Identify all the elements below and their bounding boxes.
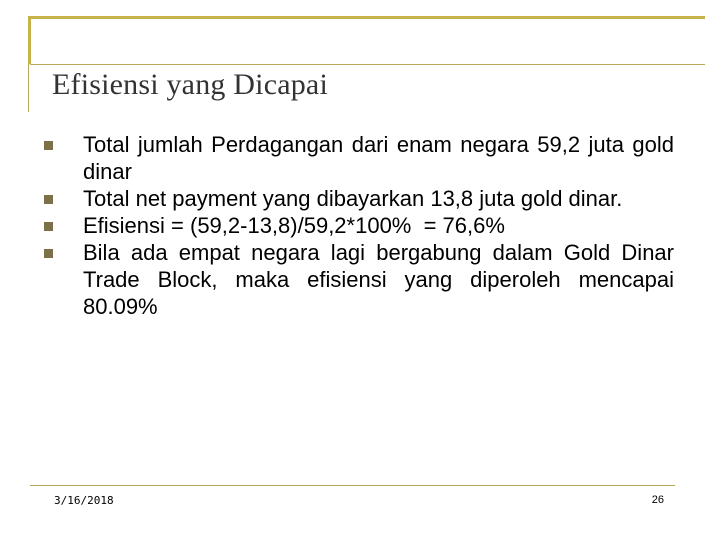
title-underline	[30, 64, 705, 65]
square-bullet-icon	[44, 249, 53, 258]
bullet-item	[44, 239, 674, 320]
bullet-text: Total net payment yang dibayarkan 13,8 juta gold dinar.	[83, 186, 623, 211]
bullet-item	[44, 185, 674, 212]
bullet-item	[44, 212, 674, 239]
bullet-text: Total jumlah Perdagangan dari enam negara 59,2 juta gold dinar	[83, 132, 674, 184]
bullet-item	[44, 131, 674, 185]
frame-top-line	[30, 16, 705, 19]
footer-rule	[30, 485, 675, 486]
title-left-line	[28, 64, 29, 112]
bullet-text: Bila ada empat negara lagi bergabung dalam Gold Dinar Trade Block, maka efisiensi yang diperoleh mencapai 80.09%	[83, 240, 674, 319]
frame-left-line	[28, 16, 31, 64]
page-number: 26	[651, 494, 664, 506]
bullet-text: Efisiensi = (59,2-13,8)/59,2*100% = 76,6%	[83, 213, 505, 238]
slide-title: Efisiensi yang Dicapai	[52, 68, 328, 101]
square-bullet-icon	[44, 195, 53, 204]
footer-date: 3/16/2018	[54, 494, 114, 507]
square-bullet-icon	[44, 141, 53, 150]
bullet-list	[44, 131, 674, 320]
square-bullet-icon	[44, 222, 53, 231]
